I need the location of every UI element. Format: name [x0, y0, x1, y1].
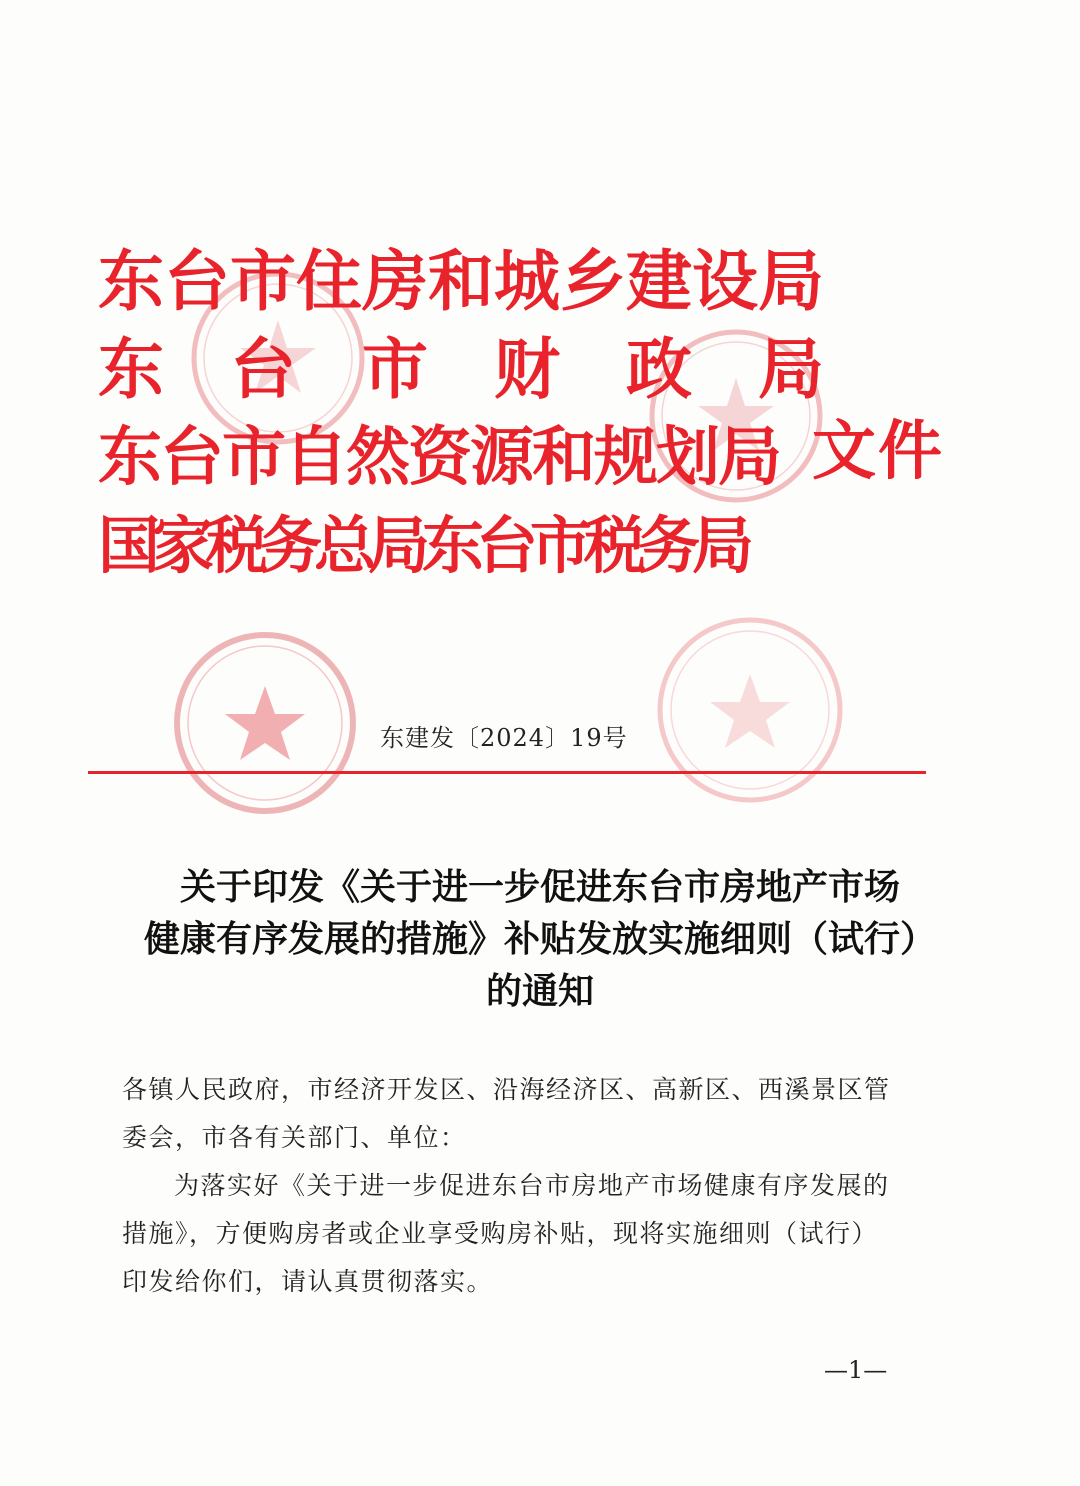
agency-line-3: [98, 414, 798, 502]
title-line: 关于印发《关于进一步促进东台市房地产市场: [179, 867, 900, 908]
agency-name: 东台市自然资源和规划局: [98, 421, 780, 495]
notice-body: [122, 1066, 902, 1306]
agency-name: 国家税务总局东台市税务局: [98, 509, 747, 582]
agency-line-4: [98, 502, 798, 590]
official-seal-bottom-right: [652, 612, 848, 808]
agency-line-1: [98, 238, 824, 326]
document-label: 文件: [812, 415, 944, 489]
red-divider: [88, 771, 926, 774]
agency-name: 东台市住房和城乡建设局: [98, 243, 824, 320]
agency-line-2: [98, 326, 890, 414]
agency-name: 东台市财政局: [98, 331, 890, 408]
title-line: 的通知: [485, 971, 594, 1012]
body-paragraph: 为落实好《关于进一步促进东台市房地产市场健康有序发展的措施》，方便购房者或企业享受购房补贴，现将实施细则（试行）印发给你们，请认真贯彻落实。: [122, 1171, 890, 1296]
document-number: 东建发〔2024〕19号: [380, 724, 628, 752]
notice-title: [110, 862, 970, 1018]
official-seal-bottom-left: [170, 628, 360, 818]
addressee: 各镇人民政府，市经济开发区、沿海经济区、高新区、西溪景区管委会，市各有关部门、单位：: [122, 1075, 891, 1152]
title-line: 健康有序发展的措施》补贴发放实施细则（试行）: [143, 919, 936, 960]
page-number: —1—: [824, 1356, 888, 1384]
